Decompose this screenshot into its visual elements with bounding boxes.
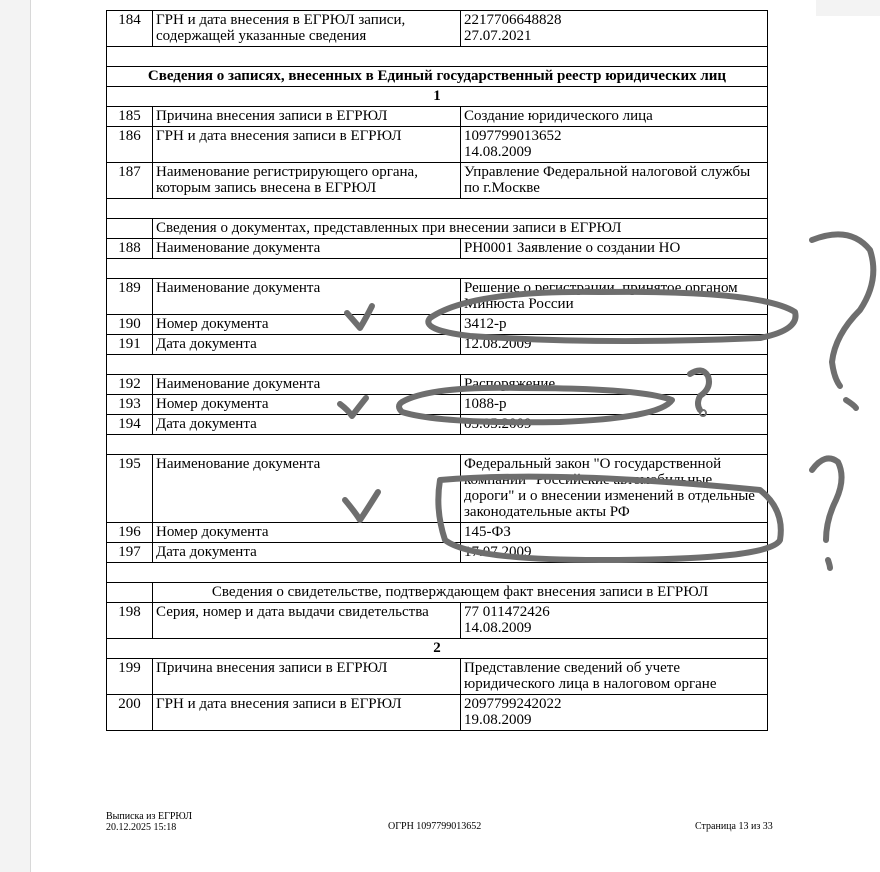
- row-value: 1097799013652 14.08.2009: [461, 127, 768, 163]
- row-value: 145-ФЗ: [461, 523, 768, 543]
- row-label: Наименование документа: [153, 239, 461, 259]
- page-margin-shadow: [0, 0, 31, 872]
- row-number: 189: [107, 279, 153, 315]
- egrul-extract-table: [106, 10, 768, 731]
- spacer-row: [107, 199, 768, 219]
- row-value: 12.08.2009: [461, 335, 768, 355]
- row-value: 1088-р: [461, 395, 768, 415]
- row-label: Наименование документа: [153, 455, 461, 523]
- row-value: Управление Федеральной налоговой службы по г.Москве: [461, 163, 768, 199]
- table-row: [107, 279, 768, 315]
- row-value: Решение о регистрации, принятое органом Минюста России: [461, 279, 768, 315]
- row-number: 199: [107, 659, 153, 695]
- entry-index-row: [107, 87, 768, 107]
- table-row: [107, 239, 768, 259]
- row-value: 3412-р: [461, 315, 768, 335]
- row-value: 2097799242022 19.08.2009: [461, 695, 768, 731]
- row-value: Распоряжение: [461, 375, 768, 395]
- table-row: [107, 455, 768, 523]
- entry-index: 2: [107, 639, 768, 659]
- table-row: [107, 395, 768, 415]
- row-value: РН0001 Заявление о создании НО: [461, 239, 768, 259]
- footer-datetime: 20.12.2025 15:18: [106, 822, 177, 833]
- row-number: 196: [107, 523, 153, 543]
- table-row: [107, 523, 768, 543]
- spacer-row: [107, 435, 768, 455]
- row-number: 195: [107, 455, 153, 523]
- table-row: [107, 11, 768, 47]
- row-label: ГРН и дата внесения записи в ЕГРЮЛ: [153, 127, 461, 163]
- row-number: 184: [107, 11, 153, 47]
- row-value: 05.05.2009: [461, 415, 768, 435]
- table-row: [107, 107, 768, 127]
- row-label: Дата документа: [153, 415, 461, 435]
- row-label: Дата документа: [153, 335, 461, 355]
- table-row: [107, 695, 768, 731]
- spacer-row: [107, 47, 768, 67]
- row-label: Номер документа: [153, 315, 461, 335]
- row-value: 17.07.2009: [461, 543, 768, 563]
- row-number: 186: [107, 127, 153, 163]
- row-number: 193: [107, 395, 153, 415]
- section-title: Сведения о записях, внесенных в Единый государственный реестр юридических лиц: [107, 67, 768, 87]
- row-number: 198: [107, 603, 153, 639]
- row-value: Федеральный закон "О государственной компании "Российские автомобильные дороги" и о внесении изменений в отдельные законодательные акты РФ: [461, 455, 768, 523]
- entry-index: 1: [107, 87, 768, 107]
- row-number: 188: [107, 239, 153, 259]
- row-label: Наименование документа: [153, 375, 461, 395]
- row-value: 77 011472426 14.08.2009: [461, 603, 768, 639]
- footer-title: Выписка из ЕГРЮЛ: [106, 811, 192, 822]
- entry-index-row: [107, 639, 768, 659]
- row-label: Наименование регистрирующего органа, которым запись внесена в ЕГРЮЛ: [153, 163, 461, 199]
- row-number: 200: [107, 695, 153, 731]
- row-label: Серия, номер и дата выдачи свидетельства: [153, 603, 461, 639]
- row-number: 192: [107, 375, 153, 395]
- footer-page-number: Страница 13 из 33: [695, 821, 773, 832]
- table-row: [107, 415, 768, 435]
- cert-title: Сведения о свидетельстве, подтверждающем факт внесения записи в ЕГРЮЛ: [153, 583, 768, 603]
- row-value: 2217706648828 27.07.2021: [461, 11, 768, 47]
- table-row: [107, 375, 768, 395]
- spacer-row: [107, 563, 768, 583]
- section-heading: [107, 67, 768, 87]
- row-number: 197: [107, 543, 153, 563]
- docs-subheading: [107, 219, 768, 239]
- row-number: 185: [107, 107, 153, 127]
- row-label: Причина внесения записи в ЕГРЮЛ: [153, 659, 461, 695]
- row-label: Номер документа: [153, 523, 461, 543]
- row-label: Дата документа: [153, 543, 461, 563]
- table-row: [107, 127, 768, 163]
- spacer-row: [107, 259, 768, 279]
- row-label: Наименование документа: [153, 279, 461, 315]
- page-edge: [816, 0, 880, 16]
- cert-subheading: [107, 583, 768, 603]
- row-number: 191: [107, 335, 153, 355]
- row-label: ГРН и дата внесения записи в ЕГРЮЛ: [153, 695, 461, 731]
- table-row: [107, 603, 768, 639]
- spacer-row: [107, 355, 768, 375]
- row-number: 194: [107, 415, 153, 435]
- table-row: [107, 659, 768, 695]
- table-row: [107, 315, 768, 335]
- table-row: [107, 335, 768, 355]
- row-label: ГРН и дата внесения в ЕГРЮЛ записи, содержащей указанные сведения: [153, 11, 461, 47]
- row-value: Создание юридического лица: [461, 107, 768, 127]
- row-label: Причина внесения записи в ЕГРЮЛ: [153, 107, 461, 127]
- footer-ogrn: ОГРН 1097799013652: [388, 821, 482, 832]
- footer-left: [106, 811, 192, 833]
- row-number: 187: [107, 163, 153, 199]
- row-value: Представление сведений об учете юридического лица в налоговом органе: [461, 659, 768, 695]
- table-row: [107, 163, 768, 199]
- docs-title: Сведения о документах, представленных при внесении записи в ЕГРЮЛ: [153, 219, 768, 239]
- row-number: 190: [107, 315, 153, 335]
- table-row: [107, 543, 768, 563]
- row-label: Номер документа: [153, 395, 461, 415]
